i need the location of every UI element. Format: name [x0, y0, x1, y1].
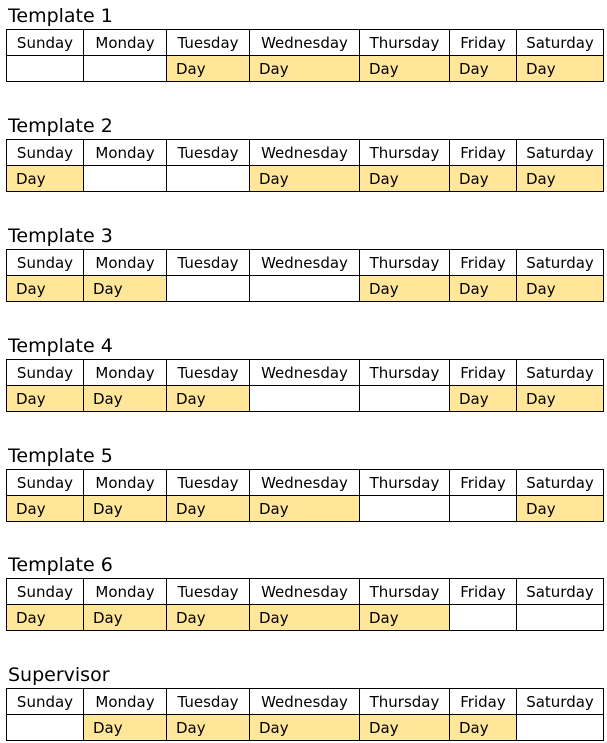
day-cell: Day: [450, 276, 517, 302]
day-cell: Day: [167, 56, 250, 82]
weekday-header: Wednesday: [250, 579, 360, 605]
day-cell: Day: [167, 605, 250, 631]
day-cell: Day: [517, 276, 604, 302]
day-cell: Day: [450, 166, 517, 192]
weekday-header: Friday: [450, 30, 517, 56]
day-cell: [450, 496, 517, 522]
day-cell: Day: [360, 605, 450, 631]
schedule-table: [6, 29, 604, 82]
day-cell: [167, 276, 250, 302]
day-cell: Day: [167, 386, 250, 412]
weekday-header: Thursday: [360, 250, 450, 276]
day-cell: Day: [360, 715, 450, 741]
schedule-table: [6, 249, 604, 302]
day-cell: [250, 386, 360, 412]
schedule-table: [6, 688, 604, 741]
weekday-header: Saturday: [517, 250, 604, 276]
day-cell: [517, 605, 604, 631]
day-cell: Day: [450, 715, 517, 741]
header-row: [7, 250, 604, 276]
weekday-header: Tuesday: [167, 30, 250, 56]
day-cell: [360, 386, 450, 412]
weekday-header: Friday: [450, 250, 517, 276]
weekday-header: Wednesday: [250, 470, 360, 496]
day-cell: Day: [84, 496, 167, 522]
day-cell: Day: [517, 166, 604, 192]
weekday-header: Monday: [84, 360, 167, 386]
schedule-table: [6, 359, 604, 412]
day-cell: [84, 56, 167, 82]
weekday-header: Wednesday: [250, 30, 360, 56]
weekday-header: Monday: [84, 140, 167, 166]
day-cell: [360, 496, 450, 522]
weekday-header: Saturday: [517, 140, 604, 166]
day-row: [7, 386, 604, 412]
day-cell: Day: [450, 386, 517, 412]
template-title: Template 4: [8, 335, 113, 357]
weekday-header: Tuesday: [167, 579, 250, 605]
day-cell: Day: [84, 605, 167, 631]
day-cell: Day: [250, 605, 360, 631]
weekday-header: Thursday: [360, 579, 450, 605]
day-cell: [450, 605, 517, 631]
weekday-header: Sunday: [7, 689, 84, 715]
weekday-header: Monday: [84, 689, 167, 715]
header-row: [7, 30, 604, 56]
day-row: [7, 276, 604, 302]
template-title: Supervisor: [8, 664, 110, 686]
weekday-header: Thursday: [360, 470, 450, 496]
day-cell: Day: [450, 56, 517, 82]
weekday-header: Saturday: [517, 579, 604, 605]
weekday-header: Saturday: [517, 360, 604, 386]
day-row: [7, 605, 604, 631]
weekday-header: Monday: [84, 470, 167, 496]
day-cell: Day: [84, 276, 167, 302]
day-cell: Day: [7, 605, 84, 631]
template-title: Template 5: [8, 445, 113, 467]
schedule-table: [6, 469, 604, 522]
day-cell: Day: [84, 715, 167, 741]
day-cell: Day: [7, 386, 84, 412]
day-cell: Day: [250, 496, 360, 522]
header-row: [7, 689, 604, 715]
weekday-header: Sunday: [7, 140, 84, 166]
schedule-table: [6, 578, 604, 631]
day-cell: [517, 715, 604, 741]
day-cell: [250, 276, 360, 302]
header-row: [7, 470, 604, 496]
day-cell: Day: [7, 166, 84, 192]
weekday-header: Thursday: [360, 360, 450, 386]
weekday-header: Wednesday: [250, 689, 360, 715]
weekday-header: Wednesday: [250, 360, 360, 386]
template-title: Template 3: [8, 225, 113, 247]
day-cell: Day: [360, 56, 450, 82]
weekday-header: Sunday: [7, 250, 84, 276]
day-cell: Day: [517, 496, 604, 522]
day-cell: Day: [517, 56, 604, 82]
weekday-header: Friday: [450, 689, 517, 715]
weekday-header: Wednesday: [250, 250, 360, 276]
weekday-header: Tuesday: [167, 250, 250, 276]
day-cell: [167, 166, 250, 192]
day-cell: [84, 166, 167, 192]
header-row: [7, 140, 604, 166]
day-cell: Day: [167, 715, 250, 741]
day-cell: Day: [250, 166, 360, 192]
day-cell: Day: [167, 496, 250, 522]
weekday-header: Tuesday: [167, 470, 250, 496]
weekday-header: Friday: [450, 579, 517, 605]
weekday-header: Tuesday: [167, 140, 250, 166]
day-cell: Day: [7, 496, 84, 522]
weekday-header: Thursday: [360, 689, 450, 715]
day-cell: [7, 715, 84, 741]
weekday-header: Friday: [450, 360, 517, 386]
template-title: Template 1: [8, 5, 113, 27]
header-row: [7, 579, 604, 605]
day-cell: Day: [84, 386, 167, 412]
weekday-header: Friday: [450, 470, 517, 496]
day-cell: Day: [360, 166, 450, 192]
weekday-header: Sunday: [7, 360, 84, 386]
weekday-header: Monday: [84, 579, 167, 605]
weekday-header: Saturday: [517, 470, 604, 496]
template-title: Template 2: [8, 115, 113, 137]
weekday-header: Sunday: [7, 579, 84, 605]
weekday-header: Sunday: [7, 30, 84, 56]
weekday-header: Wednesday: [250, 140, 360, 166]
weekday-header: Monday: [84, 250, 167, 276]
day-cell: Day: [250, 715, 360, 741]
header-row: [7, 360, 604, 386]
day-row: [7, 56, 604, 82]
day-cell: Day: [517, 386, 604, 412]
weekday-header: Tuesday: [167, 689, 250, 715]
weekday-header: Sunday: [7, 470, 84, 496]
weekday-header: Tuesday: [167, 360, 250, 386]
weekday-header: Saturday: [517, 30, 604, 56]
day-row: [7, 166, 604, 192]
template-title: Template 6: [8, 554, 113, 576]
weekday-header: Saturday: [517, 689, 604, 715]
weekday-header: Thursday: [360, 140, 450, 166]
day-row: [7, 715, 604, 741]
day-cell: Day: [250, 56, 360, 82]
weekday-header: Thursday: [360, 30, 450, 56]
day-cell: [7, 56, 84, 82]
day-row: [7, 496, 604, 522]
weekday-header: Friday: [450, 140, 517, 166]
day-cell: Day: [7, 276, 84, 302]
schedule-table: [6, 139, 604, 192]
weekday-header: Monday: [84, 30, 167, 56]
day-cell: Day: [360, 276, 450, 302]
